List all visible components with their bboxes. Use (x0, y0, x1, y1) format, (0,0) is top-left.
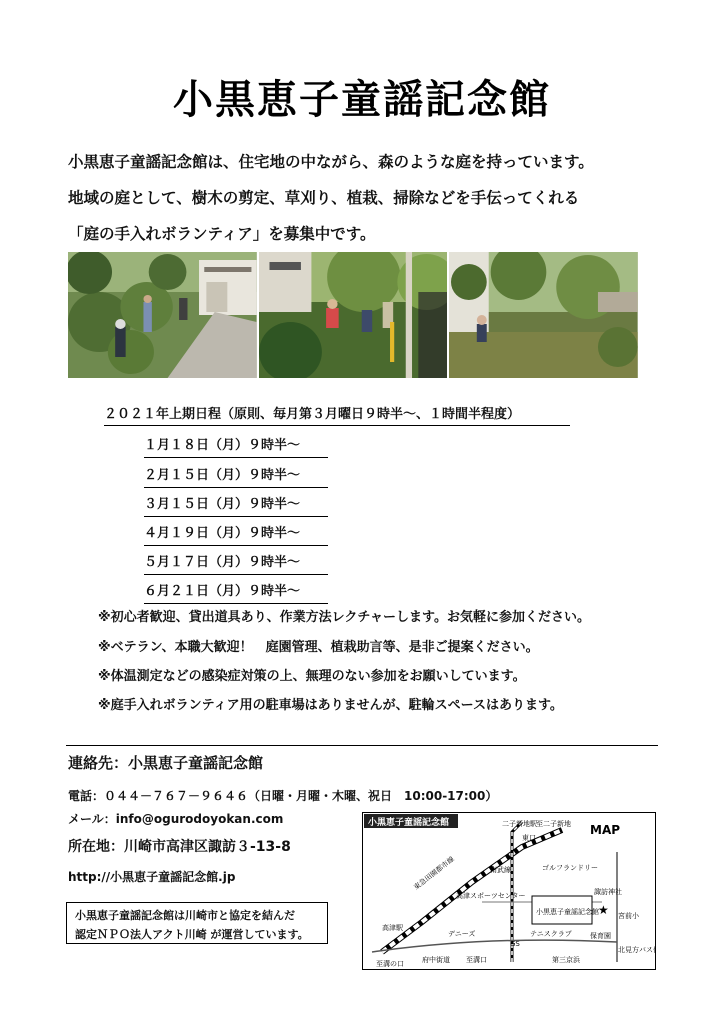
map-place: 保育園 (590, 932, 611, 940)
contact-phone: 電話：０４４－７６７－９６４６（日曜・月曜・木曜、祝日 10:00-17:00） (68, 789, 498, 803)
intro-line-2: 地域の庭として、樹木の剪定、草刈り、植栽、掃除などを手伝ってくれる (68, 189, 580, 207)
npo-line-1: 小黒恵子童謡記念館は川崎市と協定を結んだ (75, 909, 295, 922)
photo-cleared-garden (449, 252, 638, 378)
map-label: MAP (590, 823, 621, 837)
map-place: 二子新地駅 (502, 820, 537, 828)
page-title: 小黒恵子童謡記念館 (173, 77, 551, 123)
schedule-date: ５月１７日（月）９時半～ (144, 551, 328, 575)
note-beginners: ※初心者歓迎、貸出道具あり、作業方法レクチャーします。お気軽に参加ください。 (98, 610, 590, 625)
contact-email[interactable]: メール：info@ogurodoyokan.com (68, 812, 284, 826)
map-place: 高津駅 (382, 924, 403, 932)
contact-url[interactable]: http://小黒恵子童謡記念館.jp (68, 870, 236, 884)
note-parking: ※庭手入れボランティア用の駐車場はありませんが、駐輪スペースはあります。 (98, 698, 563, 713)
photo-strip (68, 252, 638, 378)
npo-line-2: 認定ＮＰＯ法人アクト川崎 が運営しています。 (75, 928, 309, 941)
map-place: 東急田園都市線 (412, 855, 456, 892)
map-place: テニスクラブ (530, 930, 572, 938)
contact-address: 所在地：川崎市高津区諏訪３-13-8 (68, 839, 291, 855)
contact-title: 連絡先：小黒恵子童謡記念館 (68, 754, 264, 772)
schedule-date: ３月１５日（月）９時半～ (144, 493, 328, 517)
map-place: 至二子新地 (536, 820, 571, 828)
npo-notice (66, 902, 328, 944)
map-place: 東口 (522, 834, 536, 842)
map-place: 小黒恵子童謡記念館 (536, 908, 599, 916)
schedule-date: ４月１９日（月）９時半～ (144, 522, 328, 546)
map-title: 小黒恵子童謡記念館 (368, 818, 450, 828)
note-veterans: ※ベテラン、本職大歓迎！ 庭園管理、植栽助言等、是非ご提案ください。 (98, 640, 539, 655)
map-place: ゴルフランドリー (542, 864, 598, 872)
map-place: 北見方バス停 (618, 946, 656, 954)
map-place: 高津スポーツセンター (456, 892, 526, 900)
map-place: 府中街道 (422, 956, 450, 964)
section-divider (66, 745, 658, 746)
schedule-date: ２月１５日（月）９時半～ (144, 464, 328, 488)
schedule-date: ６月２１日（月）９時半～ (144, 580, 328, 604)
schedule-heading: ２０２１年上期日程（原則、毎月第３月曜日９時半～、１時間半程度） (104, 403, 570, 426)
map-place: 至溝口 (466, 956, 487, 964)
intro-line-3: 「庭の手入れボランティア」を募集中です。 (68, 225, 376, 243)
photo-garden-path (68, 252, 257, 378)
map-place: 南武線 (490, 866, 511, 874)
map-place: デニーズ (448, 930, 476, 938)
map-place: 至溝の口 (376, 960, 404, 968)
map-place: 第三京浜 (552, 956, 580, 964)
schedule-date: １月１８日（月）９時半～ (144, 434, 328, 458)
map-place: 宮前小 (618, 912, 639, 920)
star-icon: ★ (598, 903, 609, 917)
map-place: GS (510, 940, 520, 948)
note-infection: ※体温測定などの感染症対策の上、無理のない参加をお願いしています。 (98, 669, 526, 684)
intro-line-1: 小黒恵子童謡記念館は、住宅地の中ながら、森のような庭を持っています。 (68, 153, 594, 171)
map-place: 諏訪神社 (594, 888, 622, 896)
photo-volunteers-working (259, 252, 448, 378)
access-map (362, 812, 656, 970)
